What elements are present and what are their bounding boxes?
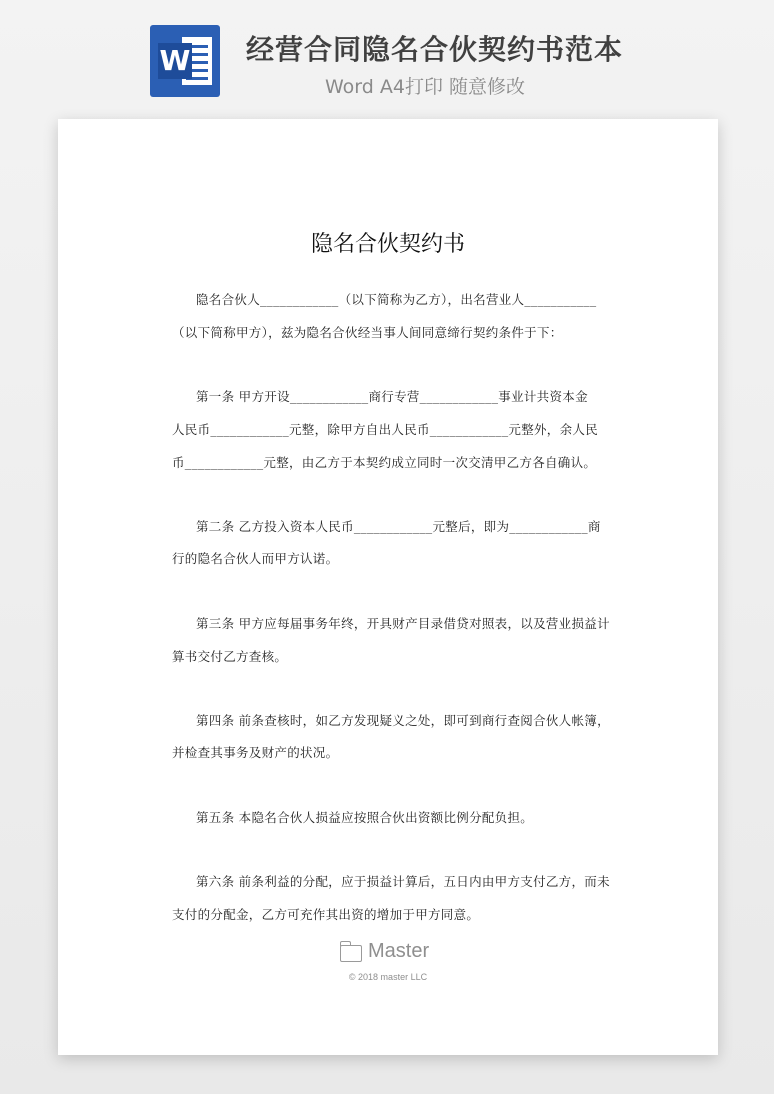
word-document-icon (150, 25, 220, 97)
page-subtitle: Word A4打印 随意修改 (325, 76, 526, 98)
document-line: 第四条 前条查核时，如乙方发现疑义之处，即可到商行查阅合伙人帐簿， (196, 713, 610, 728)
document-line: （以下简称甲方），兹为隐名合伙经当事人间同意缔行契约条件于下： (172, 325, 563, 340)
document-line: 算书交付乙方查核。 (172, 649, 288, 664)
document-line: 币____________元整，由乙方于本契约成立同时一次交清甲乙方各自确认。 (172, 455, 597, 470)
document-line: 行的隐名合伙人而甲方认诺。 (172, 551, 339, 566)
document-title: 隐名合伙契约书 (310, 232, 465, 257)
document-line: 支付的分配金，乙方可充作其出资的增加于甲方同意。 (172, 907, 480, 922)
document-line: 人民币____________元整，除甲方自出人民币____________元整外，余人民 (172, 422, 599, 437)
document-line: 第一条 甲方开设____________商行专营____________事业计共资本金 (196, 389, 588, 404)
document-line: 第五条 本隐名合伙人损益应按照合伙出资额比例分配负担。 (196, 810, 534, 825)
document-line: 第六条 前条利益的分配，应于损益计算后，五日内由甲方支付乙方，而未 (196, 874, 610, 889)
document-line: 第三条 甲方应每届事务年终，开具财产目录借贷对照表，以及营业损益计 (196, 616, 610, 631)
header (0, 0, 774, 110)
page-title: 经营合同隐名合伙契约书范本 (246, 33, 624, 66)
document-line: 隐名合伙人____________（以下简称为乙方），出名营业人___________ (196, 292, 597, 307)
logo-text: Master (368, 940, 430, 962)
copyright-text: © 2018 master LLC (348, 972, 428, 982)
document-page (58, 119, 718, 1055)
master-logo (340, 941, 460, 965)
folder-icon (340, 945, 362, 962)
document-line: 并检查其事务及财产的状况。 (172, 745, 339, 760)
word-icon-letter: W (159, 44, 191, 77)
document-line: 第二条 乙方投入资本人民币____________元整后，即为____________商 (196, 519, 601, 534)
